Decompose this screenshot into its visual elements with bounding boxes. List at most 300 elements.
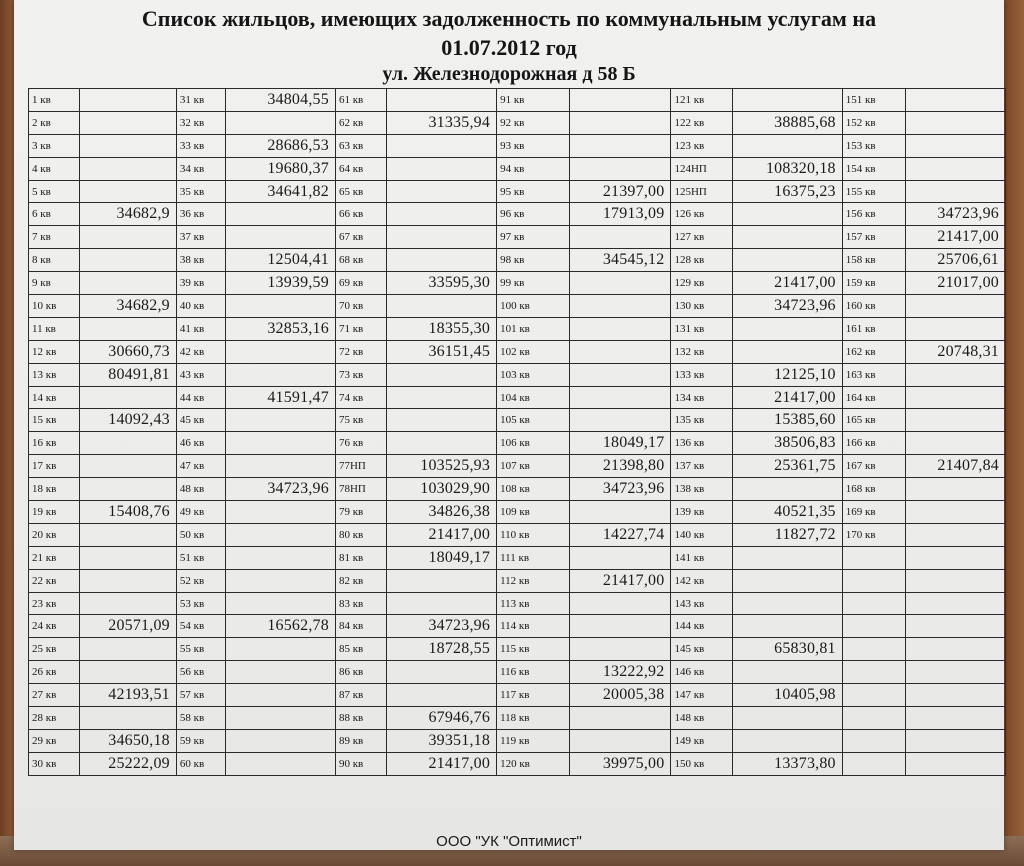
debt-amount-cell (386, 89, 496, 112)
apartment-cell: 168 кв (842, 478, 905, 501)
debt-amount-cell (905, 180, 1005, 203)
debt-amount-cell (905, 89, 1005, 112)
apartment-cell: 146 кв (671, 661, 732, 684)
debt-amount-cell: 103029,90 (386, 478, 496, 501)
apartment-cell: 54 кв (176, 615, 225, 638)
table-row (29, 386, 1006, 409)
apartment-cell: 144 кв (671, 615, 732, 638)
table-row (29, 615, 1006, 638)
apartment-cell: 30 кв (29, 752, 80, 775)
apartment-cell: 104 кв (497, 386, 570, 409)
table-row (29, 569, 1006, 592)
apartment-cell: 118 кв (497, 707, 570, 730)
debt-amount-cell (732, 615, 842, 638)
debt-amount-cell: 25361,75 (732, 455, 842, 478)
apartment-cell: 143 кв (671, 592, 732, 615)
debt-amount-cell (386, 203, 496, 226)
apartment-cell: 120 кв (497, 752, 570, 775)
apartment-cell: 37 кв (176, 226, 225, 249)
apartment-cell: 40 кв (176, 295, 225, 318)
apartment-cell (842, 569, 905, 592)
debt-amount-cell (732, 249, 842, 272)
debt-amount-cell (79, 455, 176, 478)
debt-amount-cell (386, 684, 496, 707)
debt-amount-cell: 34804,55 (225, 89, 335, 112)
debt-amount-cell (79, 89, 176, 112)
debt-amount-cell: 34650,18 (79, 729, 176, 752)
apartment-cell: 1 кв (29, 89, 80, 112)
apartment-cell: 122 кв (671, 111, 732, 134)
apartment-cell: 84 кв (335, 615, 386, 638)
debt-amount-cell (225, 111, 335, 134)
apartment-cell: 26 кв (29, 661, 80, 684)
apartment-cell: 128 кв (671, 249, 732, 272)
debt-amount-cell: 21417,00 (386, 752, 496, 775)
debt-amount-cell (905, 432, 1005, 455)
apartment-cell: 138 кв (671, 478, 732, 501)
apartment-cell: 145 кв (671, 638, 732, 661)
apartment-cell: 82 кв (335, 569, 386, 592)
debt-amount-cell (905, 409, 1005, 432)
debt-amount-cell (905, 111, 1005, 134)
debt-amount-cell (570, 272, 671, 295)
table-row (29, 134, 1006, 157)
debt-amount-cell: 34682,9 (79, 295, 176, 318)
apartment-cell: 163 кв (842, 363, 905, 386)
apartment-cell: 113 кв (497, 592, 570, 615)
debt-amount-cell (905, 569, 1005, 592)
apartment-cell: 17 кв (29, 455, 80, 478)
apartment-cell: 62 кв (335, 111, 386, 134)
apartment-cell: 7 кв (29, 226, 80, 249)
apartment-cell: 137 кв (671, 455, 732, 478)
debt-amount-cell: 25222,09 (79, 752, 176, 775)
debt-amount-cell (732, 478, 842, 501)
debt-amount-cell (905, 295, 1005, 318)
apartment-cell: 97 кв (497, 226, 570, 249)
debt-amount-cell (386, 363, 496, 386)
apartment-cell: 36 кв (176, 203, 225, 226)
apartment-cell: 156 кв (842, 203, 905, 226)
apartment-cell: 133 кв (671, 363, 732, 386)
apartment-cell: 74 кв (335, 386, 386, 409)
debt-amount-cell: 19680,37 (225, 157, 335, 180)
apartment-cell: 115 кв (497, 638, 570, 661)
debt-amount-cell: 108320,18 (732, 157, 842, 180)
debt-amount-cell: 21407,84 (905, 455, 1005, 478)
apartment-cell: 98 кв (497, 249, 570, 272)
debt-amount-cell (79, 592, 176, 615)
debt-amount-cell: 17913,09 (570, 203, 671, 226)
street-address: ул. Железнодорожная д 58 Б (382, 63, 636, 85)
table-row (29, 249, 1006, 272)
debt-amount-cell: 18728,55 (386, 638, 496, 661)
apartment-cell: 4 кв (29, 157, 80, 180)
apartment-cell: 80 кв (335, 523, 386, 546)
apartment-cell: 44 кв (176, 386, 225, 409)
apartment-cell: 50 кв (176, 523, 225, 546)
debt-amount-cell (905, 752, 1005, 775)
apartment-cell: 90 кв (335, 752, 386, 775)
debt-amount-cell: 21397,00 (570, 180, 671, 203)
table-row (29, 157, 1006, 180)
apartment-cell: 160 кв (842, 295, 905, 318)
apartment-cell: 47 кв (176, 455, 225, 478)
apartment-cell: 34 кв (176, 157, 225, 180)
table-row (29, 592, 1006, 615)
debt-amount-cell (570, 317, 671, 340)
debt-amount-cell: 39351,18 (386, 729, 496, 752)
debt-amount-cell: 14227,74 (570, 523, 671, 546)
debt-amount-cell (732, 707, 842, 730)
apartment-cell: 19 кв (29, 501, 80, 524)
table-row (29, 111, 1006, 134)
debt-amount-cell: 21017,00 (905, 272, 1005, 295)
table-row (29, 478, 1006, 501)
table-row (29, 226, 1006, 249)
apartment-cell: 13 кв (29, 363, 80, 386)
apartment-cell (842, 707, 905, 730)
debt-amount-cell: 34545,12 (570, 249, 671, 272)
debt-amount-cell (905, 592, 1005, 615)
debt-amount-cell (225, 546, 335, 569)
debt-amount-cell (732, 592, 842, 615)
debt-amount-cell: 13939,59 (225, 272, 335, 295)
debt-amount-cell (225, 592, 335, 615)
table-row (29, 203, 1006, 226)
debt-amount-cell (225, 432, 335, 455)
table-row (29, 409, 1006, 432)
apartment-cell: 14 кв (29, 386, 80, 409)
table-row (29, 661, 1006, 684)
apartment-cell: 88 кв (335, 707, 386, 730)
table-row (29, 501, 1006, 524)
apartment-cell: 49 кв (176, 501, 225, 524)
apartment-cell: 32 кв (176, 111, 225, 134)
debt-amount-cell (732, 89, 842, 112)
table-row (29, 707, 1006, 730)
debt-amount-cell (905, 707, 1005, 730)
debt-amount-cell: 38506,83 (732, 432, 842, 455)
debt-amount-cell (79, 707, 176, 730)
apartment-cell: 15 кв (29, 409, 80, 432)
debt-amount-cell (386, 569, 496, 592)
apartment-cell: 35 кв (176, 180, 225, 203)
apartment-cell: 166 кв (842, 432, 905, 455)
apartment-cell: 20 кв (29, 523, 80, 546)
debt-amount-cell: 67946,76 (386, 707, 496, 730)
debt-amount-cell: 34723,96 (905, 203, 1005, 226)
apartment-cell: 67 кв (335, 226, 386, 249)
apartment-cell: 60 кв (176, 752, 225, 775)
debt-amount-cell (225, 501, 335, 524)
debt-table (28, 88, 1006, 776)
debt-amount-cell (905, 615, 1005, 638)
apartment-cell: 65 кв (335, 180, 386, 203)
apartment-cell: 111 кв (497, 546, 570, 569)
apartment-cell: 109 кв (497, 501, 570, 524)
apartment-cell: 43 кв (176, 363, 225, 386)
apartment-cell: 8 кв (29, 249, 80, 272)
debt-amount-cell: 11827,72 (732, 523, 842, 546)
apartment-cell: 78НП (335, 478, 386, 501)
debt-amount-cell (570, 89, 671, 112)
apartment-cell: 9 кв (29, 272, 80, 295)
apartment-cell: 71 кв (335, 317, 386, 340)
apartment-cell: 152 кв (842, 111, 905, 134)
apartment-cell: 25 кв (29, 638, 80, 661)
debt-amount-cell (386, 249, 496, 272)
apartment-cell: 29 кв (29, 729, 80, 752)
apartment-cell: 69 кв (335, 272, 386, 295)
apartment-cell: 127 кв (671, 226, 732, 249)
debt-amount-cell (570, 111, 671, 134)
apartment-cell: 108 кв (497, 478, 570, 501)
apartment-cell: 165 кв (842, 409, 905, 432)
debt-amount-cell (905, 638, 1005, 661)
apartment-cell: 81 кв (335, 546, 386, 569)
debt-amount-cell (79, 546, 176, 569)
table-row (29, 340, 1006, 363)
apartment-cell: 162 кв (842, 340, 905, 363)
apartment-cell: 70 кв (335, 295, 386, 318)
apartment-cell: 45 кв (176, 409, 225, 432)
debt-amount-cell: 21417,00 (905, 226, 1005, 249)
debt-amount-cell: 25706,61 (905, 249, 1005, 272)
apartment-cell: 61 кв (335, 89, 386, 112)
apartment-cell: 117 кв (497, 684, 570, 707)
debt-amount-cell: 15408,76 (79, 501, 176, 524)
apartment-cell: 89 кв (335, 729, 386, 752)
debt-amount-cell: 31335,94 (386, 111, 496, 134)
debt-amount-cell: 21417,00 (570, 569, 671, 592)
apartment-cell: 169 кв (842, 501, 905, 524)
debt-amount-cell (386, 226, 496, 249)
apartment-cell: 16 кв (29, 432, 80, 455)
debt-amount-cell (225, 661, 335, 684)
debt-amount-cell (386, 432, 496, 455)
debt-amount-cell (570, 295, 671, 318)
debt-amount-cell (225, 226, 335, 249)
apartment-cell: 5 кв (29, 180, 80, 203)
apartment-cell: 99 кв (497, 272, 570, 295)
apartment-cell: 96 кв (497, 203, 570, 226)
debt-amount-cell (570, 707, 671, 730)
apartment-cell: 28 кв (29, 707, 80, 730)
debt-amount-cell (225, 409, 335, 432)
apartment-cell: 170 кв (842, 523, 905, 546)
table-row (29, 89, 1006, 112)
title-line-1: Список жильцов, имеющих задолженность по коммунальным услугам на (141, 6, 877, 31)
table-row (29, 272, 1006, 295)
apartment-cell: 110 кв (497, 523, 570, 546)
debt-amount-cell: 20571,09 (79, 615, 176, 638)
apartment-cell: 92 кв (497, 111, 570, 134)
debt-amount-cell (570, 134, 671, 157)
apartment-cell: 135 кв (671, 409, 732, 432)
debt-amount-cell (905, 478, 1005, 501)
apartment-cell: 106 кв (497, 432, 570, 455)
debt-amount-cell: 40521,35 (732, 501, 842, 524)
apartment-cell: 63 кв (335, 134, 386, 157)
debt-amount-cell (905, 386, 1005, 409)
debt-amount-cell (225, 523, 335, 546)
debt-amount-cell (386, 180, 496, 203)
table-row (29, 363, 1006, 386)
apartment-cell (842, 752, 905, 775)
apartment-cell: 57 кв (176, 684, 225, 707)
debt-amount-cell: 16562,78 (225, 615, 335, 638)
apartment-cell: 10 кв (29, 295, 80, 318)
debt-amount-cell (79, 226, 176, 249)
debt-amount-cell (225, 363, 335, 386)
apartment-cell: 164 кв (842, 386, 905, 409)
apartment-cell: 22 кв (29, 569, 80, 592)
apartment-cell: 151 кв (842, 89, 905, 112)
debt-amount-cell: 65830,81 (732, 638, 842, 661)
debt-amount-cell (79, 272, 176, 295)
debt-amount-cell (570, 340, 671, 363)
apartment-cell (842, 615, 905, 638)
debt-amount-cell (905, 501, 1005, 524)
debt-amount-cell (225, 569, 335, 592)
apartment-cell: 73 кв (335, 363, 386, 386)
debt-amount-cell (79, 523, 176, 546)
debt-amount-cell (905, 729, 1005, 752)
debt-amount-cell (79, 386, 176, 409)
debt-amount-cell (570, 729, 671, 752)
debt-amount-cell (386, 592, 496, 615)
debt-amount-cell (732, 569, 842, 592)
debt-amount-cell: 28686,53 (225, 134, 335, 157)
apartment-cell (842, 592, 905, 615)
debt-amount-cell (386, 157, 496, 180)
debt-amount-cell (905, 684, 1005, 707)
apartment-cell: 6 кв (29, 203, 80, 226)
debt-amount-cell (732, 661, 842, 684)
apartment-cell: 48 кв (176, 478, 225, 501)
apartment-cell: 95 кв (497, 180, 570, 203)
apartment-cell: 139 кв (671, 501, 732, 524)
debt-amount-cell: 20005,38 (570, 684, 671, 707)
table-row (29, 638, 1006, 661)
debt-amount-cell (732, 134, 842, 157)
apartment-cell: 83 кв (335, 592, 386, 615)
apartment-cell: 149 кв (671, 729, 732, 752)
apartment-cell: 94 кв (497, 157, 570, 180)
debt-amount-cell (225, 638, 335, 661)
debt-amount-cell: 21417,00 (732, 386, 842, 409)
debt-amount-cell (905, 523, 1005, 546)
apartment-cell: 31 кв (176, 89, 225, 112)
debt-amount-cell: 34641,82 (225, 180, 335, 203)
debt-amount-cell (732, 317, 842, 340)
apartment-cell: 77НП (335, 455, 386, 478)
debt-amount-cell: 16375,23 (732, 180, 842, 203)
apartment-cell: 3 кв (29, 134, 80, 157)
debt-amount-cell: 21398,80 (570, 455, 671, 478)
debt-amount-cell: 34682,9 (79, 203, 176, 226)
debt-amount-cell (79, 569, 176, 592)
wood-background-right (1006, 0, 1024, 866)
apartment-cell: 59 кв (176, 729, 225, 752)
apartment-cell (842, 684, 905, 707)
debt-amount-cell (732, 729, 842, 752)
debt-amount-cell (79, 157, 176, 180)
document-title (14, 4, 1004, 62)
debt-amount-cell (905, 363, 1005, 386)
title-line-2: 01.07.2012 год (441, 35, 577, 60)
apartment-cell: 119 кв (497, 729, 570, 752)
debt-amount-cell: 10405,98 (732, 684, 842, 707)
apartment-cell (842, 638, 905, 661)
debt-amount-cell (905, 317, 1005, 340)
debt-amount-cell: 103525,93 (386, 455, 496, 478)
apartment-cell: 18 кв (29, 478, 80, 501)
apartment-cell: 142 кв (671, 569, 732, 592)
debt-amount-cell: 21417,00 (386, 523, 496, 546)
apartment-cell (842, 546, 905, 569)
apartment-cell: 153 кв (842, 134, 905, 157)
table-row (29, 752, 1006, 775)
debt-amount-cell: 18049,17 (386, 546, 496, 569)
table-row (29, 523, 1006, 546)
apartment-cell: 72 кв (335, 340, 386, 363)
debt-amount-cell: 34826,38 (386, 501, 496, 524)
table-row (29, 546, 1006, 569)
debt-amount-cell (225, 729, 335, 752)
apartment-cell: 41 кв (176, 317, 225, 340)
debt-amount-cell: 12125,10 (732, 363, 842, 386)
debt-amount-cell: 15385,60 (732, 409, 842, 432)
apartment-cell: 167 кв (842, 455, 905, 478)
apartment-cell: 114 кв (497, 615, 570, 638)
debt-amount-cell (570, 386, 671, 409)
apartment-cell: 125НП (671, 180, 732, 203)
apartment-cell: 68 кв (335, 249, 386, 272)
debt-amount-cell (570, 592, 671, 615)
debt-amount-cell (79, 638, 176, 661)
apartment-cell: 21 кв (29, 546, 80, 569)
apartment-cell: 66 кв (335, 203, 386, 226)
debt-amount-cell: 34723,96 (732, 295, 842, 318)
debt-amount-cell: 39975,00 (570, 752, 671, 775)
apartment-cell: 58 кв (176, 707, 225, 730)
debt-amount-cell (79, 111, 176, 134)
apartment-cell: 27 кв (29, 684, 80, 707)
debt-amount-cell: 80491,81 (79, 363, 176, 386)
apartment-cell: 134 кв (671, 386, 732, 409)
apartment-cell: 154 кв (842, 157, 905, 180)
apartment-cell: 24 кв (29, 615, 80, 638)
apartment-cell: 91 кв (497, 89, 570, 112)
apartment-cell: 159 кв (842, 272, 905, 295)
debt-amount-cell: 12504,41 (225, 249, 335, 272)
debt-amount-cell (79, 432, 176, 455)
apartment-cell: 93 кв (497, 134, 570, 157)
debt-amount-cell: 33595,30 (386, 272, 496, 295)
apartment-cell: 126 кв (671, 203, 732, 226)
company-footer: ООО "УК "Оптимист" (436, 833, 582, 850)
apartment-cell: 101 кв (497, 317, 570, 340)
apartment-cell (842, 729, 905, 752)
debt-amount-cell: 34723,96 (570, 478, 671, 501)
debt-amount-cell: 34723,96 (225, 478, 335, 501)
apartment-cell: 161 кв (842, 317, 905, 340)
debt-amount-cell (386, 134, 496, 157)
debt-amount-cell: 18049,17 (570, 432, 671, 455)
apartment-cell: 105 кв (497, 409, 570, 432)
